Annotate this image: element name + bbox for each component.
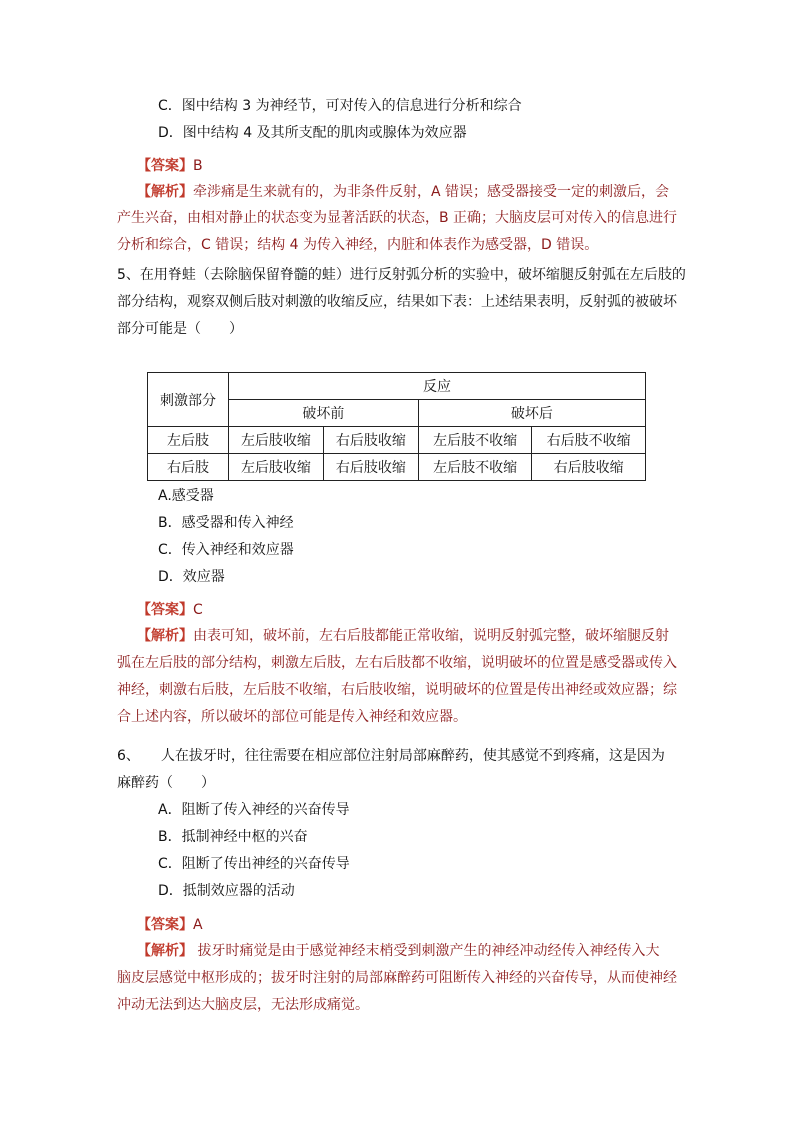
- row-stim: 左后肢: [148, 427, 229, 454]
- results-table: [147, 372, 646, 481]
- explanation-label: 【解析】: [137, 943, 193, 959]
- q6-option-d: D．抵制效应器的活动: [158, 883, 295, 899]
- q5-explanation-line-2: 弧在左后肢的部分结构，刺激左后肢，左右后肢都不收缩，说明破坏的位置是感受器或传入: [117, 655, 677, 671]
- table-cell: 右后肢收缩: [323, 454, 418, 481]
- q4-explanation-line-3: 分析和综合，C 错误；结构 4 为传入神经，内脏和体表作为感受器，D 错误。: [117, 237, 599, 253]
- q6-option-a: A．阻断了传入神经的兴奋传导: [158, 802, 350, 818]
- table-cell: 右后肢收缩: [532, 454, 646, 481]
- answer-label: 【答案】: [137, 917, 193, 933]
- answer-value: B: [193, 158, 203, 174]
- q6-answer: [137, 916, 203, 934]
- table-cell: 左后肢不收缩: [418, 427, 532, 454]
- q4-option-d: D．图中结构 4 及其所支配的肌肉或腺体为效应器: [158, 125, 467, 141]
- table-cell: 右后肢收缩: [323, 427, 418, 454]
- table-row: [148, 454, 646, 481]
- table-cell: 左后肢收缩: [229, 427, 324, 454]
- q6-stem-line-1: 6、 人在拔牙时，往往需要在相应部位注射局部麻醉药，使其感觉不到疼痛，这是因为: [117, 748, 665, 764]
- q5-option-c: C．传入神经和效应器: [158, 542, 294, 558]
- q6-option-c: C．阻断了传出神经的兴奋传导: [158, 856, 350, 872]
- table-cell: 左后肢收缩: [229, 454, 324, 481]
- answer-label: 【答案】: [137, 602, 193, 618]
- q6-explanation-line-1: 【解析】 拔牙时痛觉是由于感觉神经末梢受到刺激产生的神经冲动经传入神经传入大: [137, 943, 660, 959]
- q5-explanation-line-1: 【解析】由表可知，破坏前，左右后肢都能正常收缩，说明反射弧完整，破坏缩腿反射: [137, 628, 669, 644]
- q5-stem-line-2: 部分结构，观察双侧后肢对刺激的收缩反应，结果如下表：上述结果表明，反射弧的被破坏: [117, 294, 677, 310]
- header-after: 破坏后: [418, 400, 645, 427]
- q4-explanation-line-1: 【解析】牵涉痛是生来就有的，为非条件反射，A 错误；感受器接受一定的刺激后，会: [137, 184, 670, 200]
- explanation-label: 【解析】: [137, 184, 193, 200]
- q5-option-a: A.感受器: [158, 488, 214, 504]
- table-row: [148, 427, 646, 454]
- answer-value: A: [193, 917, 203, 933]
- q5-option-d: D．效应器: [158, 569, 225, 585]
- q5-option-b: B．感受器和传入神经: [158, 515, 294, 531]
- q6-stem-line-2: 麻醉药（ ）: [117, 775, 215, 791]
- table-cell: 左后肢不收缩: [418, 454, 532, 481]
- header-response: 反应: [229, 373, 646, 400]
- q5-stem-line-1: 5、在用脊蛙（去除脑保留脊髓的蛙）进行反射弧分析的实验中，破坏缩腿反射弧在左后肢的: [117, 267, 686, 283]
- q4-option-c: C．图中结构 3 为神经节，可对传入的信息进行分析和综合: [158, 98, 522, 114]
- answer-label: 【答案】: [137, 158, 193, 174]
- q6-explanation-line-3: 冲动无法到达大脑皮层，无法形成痛觉。: [117, 997, 369, 1013]
- q6-explanation-line-2: 脑皮层感觉中枢形成的；拔牙时注射的局部麻醉药可阻断传入神经的兴奋传导，从而使神经: [117, 970, 677, 986]
- q4-explanation-line-2: 产生兴奋，由相对静止的状态变为显著活跃的状态，B 正确；大脑皮层可对传入的信息进行: [117, 210, 678, 226]
- table-cell: 右后肢不收缩: [532, 427, 646, 454]
- answer-value: C: [193, 602, 203, 618]
- q5-answer: [137, 601, 203, 619]
- header-before: 破坏前: [229, 400, 419, 427]
- q5-stem-line-3: 部分可能是（ ）: [117, 321, 243, 337]
- q6-option-b: B．抵制神经中枢的兴奋: [158, 829, 308, 845]
- header-stim: 刺激部分: [148, 373, 229, 427]
- q5-explanation-line-4: 合上述内容，所以破坏的部位可能是传入神经和效应器。: [117, 709, 467, 725]
- explanation-label: 【解析】: [137, 628, 193, 644]
- row-stim: 右后肢: [148, 454, 229, 481]
- q5-explanation-line-3: 神经，刺激右后肢，左后肢不收缩，右后肢收缩，说明破坏的位置是传出神经或效应器；综: [117, 682, 677, 698]
- q4-answer: [137, 157, 203, 175]
